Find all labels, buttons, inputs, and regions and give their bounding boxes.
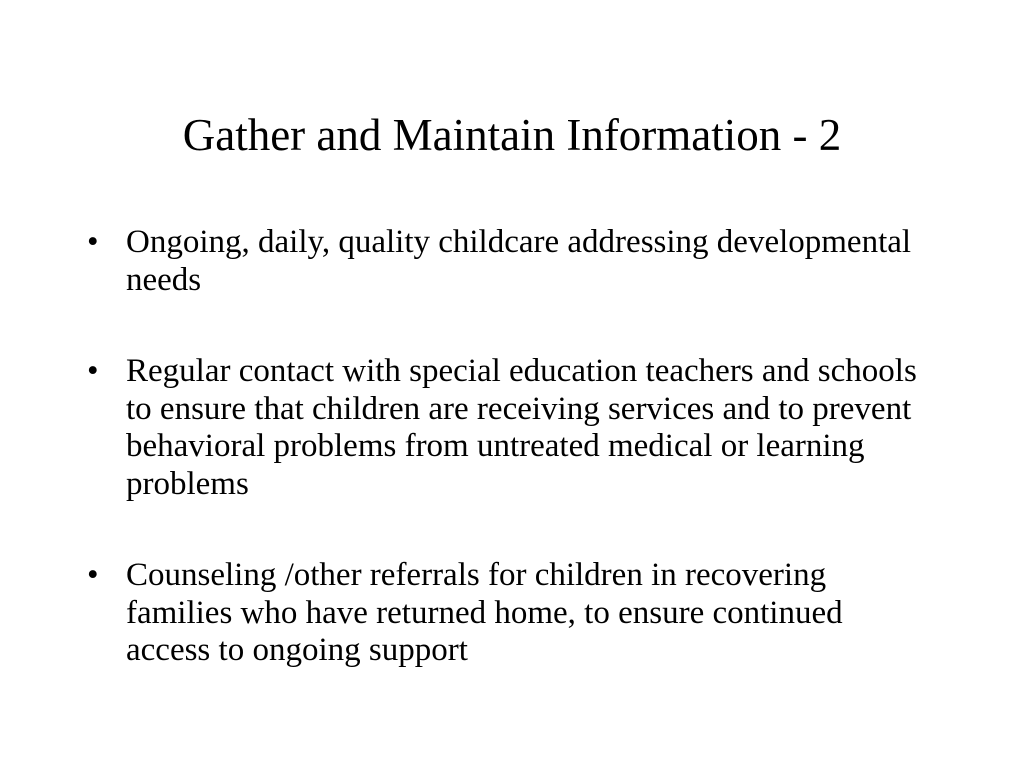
bullet-list bbox=[84, 224, 934, 670]
bullet-text: Ongoing, daily, quality childcare addressing developmental needs bbox=[126, 224, 912, 298]
bullet-item-counseling bbox=[84, 557, 934, 670]
bullet-text: Regular contact with special education teachers and schools to ensure that children are receiving services and to prevent behavioral problems from untreated medical or learning problems bbox=[126, 353, 917, 502]
bullet-item-regular-contact bbox=[84, 353, 934, 503]
bullet-text: Counseling /other referrals for children in recovering families who have returned home, to ensure continued access to ongoing support bbox=[126, 557, 843, 668]
bullet-item-childcare bbox=[84, 224, 934, 299]
bullet-icon: • bbox=[87, 557, 99, 593]
bullet-icon: • bbox=[87, 224, 99, 260]
bullet-icon: • bbox=[87, 353, 99, 389]
slide-title: Gather and Maintain Information - 2 bbox=[182, 110, 842, 160]
